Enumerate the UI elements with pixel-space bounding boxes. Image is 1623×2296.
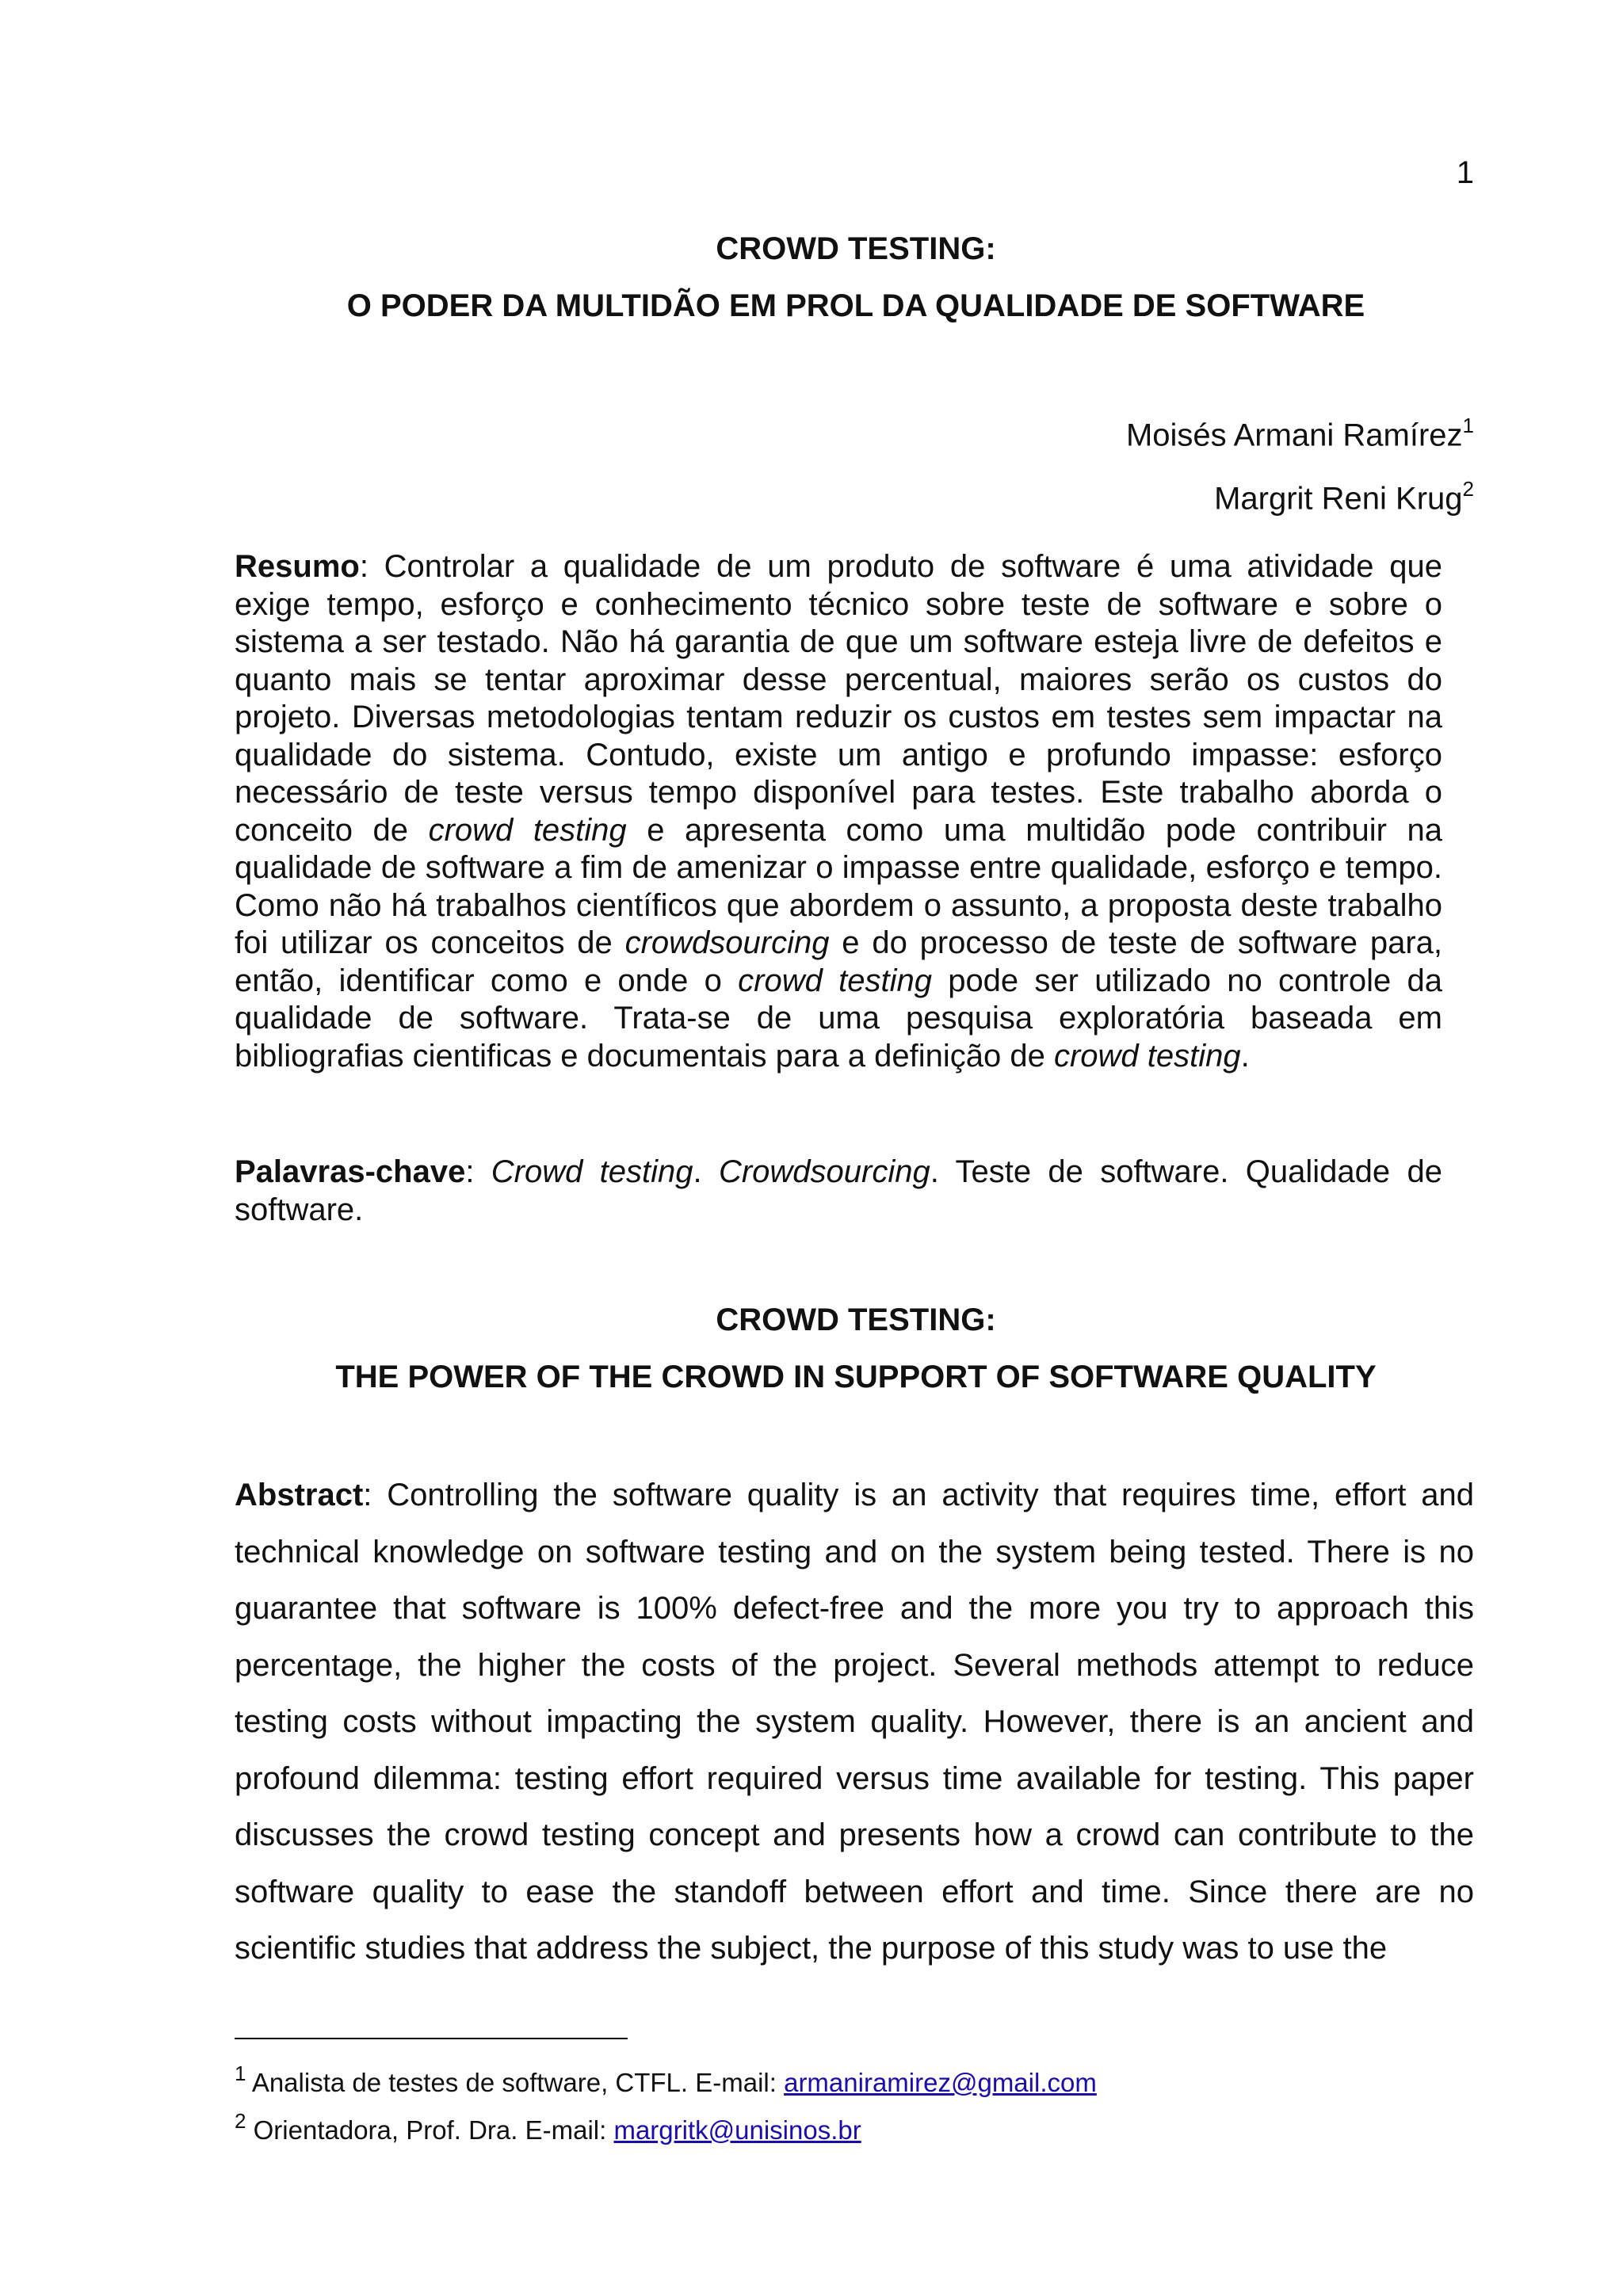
resumo-italic-1: crowd testing [428,812,627,848]
keyword-crowdsourcing: Crowdsourcing [718,1154,930,1189]
abstract-text: : Controlling the software quality is an activity that requires time, effort and technical knowledge on software testing and on the system being tested. There is no guarantee that software is 100% defect-free and the more you try to approach this percentage, the higher the costs of the project. Several methods attempt to reduce testing costs without impacting the system quality. However, there is an ancient and profound dilemma: testing effort required versus time available for testing. This paper discusses the crowd testing concept and presents how a crowd can contribute to the software quality to ease the standoff between effort and time. Since there are no scientific studies that address the subject, the purpose of this study was to use the [235,1478,1474,1966]
author-2-footnote-ref: 2 [1462,477,1474,502]
author-list [792,399,1474,527]
keywords-dot: . [693,1154,719,1189]
author-2-name: Margrit Reni Krug [1214,481,1463,517]
abstract-label: Abstract [235,1478,364,1512]
en-title-line2: THE POWER OF THE CROWD IN SUPPORT OF SOFTWARE QUALITY [335,1360,1377,1394]
abstract-paragraph [235,1467,1474,1978]
pt-title-line2: O PODER DA MULTIDÃO EM PROL DA QUALIDADE DE SOFTWARE [346,288,1365,323]
author-2 [792,463,1474,526]
author-1-name: Moisés Armani Ramírez [1125,418,1463,453]
keywords-separator: : [465,1154,491,1189]
author-1 [792,399,1474,463]
footnote-1-text: Analista de testes de software, CTFL. E-mail: [246,2068,785,2097]
page-number: 1 [1456,155,1474,190]
resumo-paragraph [235,548,1442,1075]
author-1-footnote-ref: 1 [1462,414,1474,437]
resumo-text-4: pode ser utilizado no controle da qualidade de software. Trata-se de uma pesquisa exploratória baseada em bibliografias cientificas e documentais para a definição de [235,963,1443,1074]
keywords-paragraph [235,1154,1442,1229]
keywords-rest: . Teste de software. Qualidade de software. [235,1154,1442,1227]
keyword-crowd-testing: Crowd testing [491,1154,693,1189]
en-title-line1: CROWD TESTING: [716,1302,996,1337]
resumo-italic-3: crowd testing [738,963,932,998]
pt-title-line1: CROWD TESTING: [716,231,996,266]
resumo-italic-2: crowdsourcing [624,925,830,960]
resumo-label: Resumo [235,549,360,584]
resumo-text-3: e do processo de teste de software para, então, identificar como e onde o [235,925,1442,998]
resumo-text-1: : Controlar a qualidade de um produto de software é uma atividade que exige tempo, esforço e conhecimento técnico sobre teste de software e sobre o sistema a ser testado. Não há garantia de que um software esteja livre de defeitos e quanto mais se tentar aproximar desse percentual, maiores serão os custos do projeto. Diversas metodologias tentam reduzir os custos em testes sem impactar na qualidade do sistema. Contudo, existe um antigo e profundo impasse: esforço necessário de teste versus tempo disponível para testes. Este trabalho aborda o conceito de [235,549,1442,848]
footnote-1-number: 1 [235,2061,246,2085]
footnote-1 [235,2063,1097,2098]
footnote-2-email-link[interactable]: margritk@unisinos.br [613,2115,861,2145]
keywords-label: Palavras-chave [235,1154,466,1189]
resumo-text-5: . [1240,1038,1250,1074]
footnote-2 [235,2111,861,2145]
footnote-divider [235,2038,628,2039]
footnote-1-email-link[interactable]: armaniramirez@gmail.com [784,2068,1097,2097]
footnote-2-number: 2 [235,2109,246,2133]
footnote-2-text: Orientadora, Prof. Dra. E-mail: [246,2115,614,2145]
resumo-italic-4: crowd testing [1053,1038,1241,1074]
resumo-text-2: e apresenta como uma multidão pode contribuir na qualidade de software a fim de amenizar o impasse entre qualidade, esforço e tempo. Como não há trabalhos científicos que abordem o assunto, a proposta deste trabalho foi utilizar os conceitos de [235,812,1443,960]
